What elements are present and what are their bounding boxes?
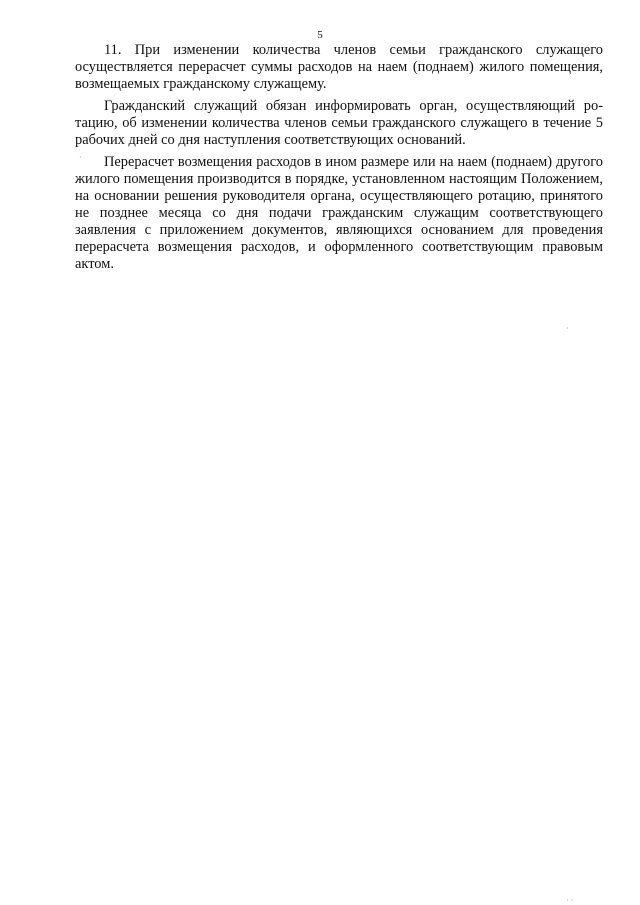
paragraph-11: 11. При изменении количества членов семьи гражданского служащего осуществляется перерасчет суммы расходов на наем (поднаем) жилого помещения, возмещаемых гражданскому служащему.	[75, 42, 603, 92]
document-body	[75, 42, 603, 273]
scan-speck: ·	[79, 153, 82, 162]
scan-speck	[568, 0, 575, 4]
scan-speck: ·	[566, 324, 569, 333]
scan-speck: · ·	[566, 896, 574, 905]
page-number: 5	[317, 29, 323, 41]
paragraph-notification-duty: Гражданский служащий обязан информировать орган, осуществляющий ротацию, об изменении количества членов семьи гражданского служащего в течение 5 рабочих дней со дня наступления соответствующих оснований.	[75, 98, 603, 148]
paragraph-recalculation: Перерасчет возмещения расходов в ином размере или на наем (поднаем) другого жилого помещения производится в порядке, установленном настоящим Положением, на основании решения руководителя органа, осуществляющего ротацию, принятого не позднее месяца со дня подачи гражданским служащим соответствующего заявления с приложением документов, являющихся основанием для проведения перерасчета возмещения расходов, и оформленного соответствующим правовым актом.	[75, 154, 603, 272]
